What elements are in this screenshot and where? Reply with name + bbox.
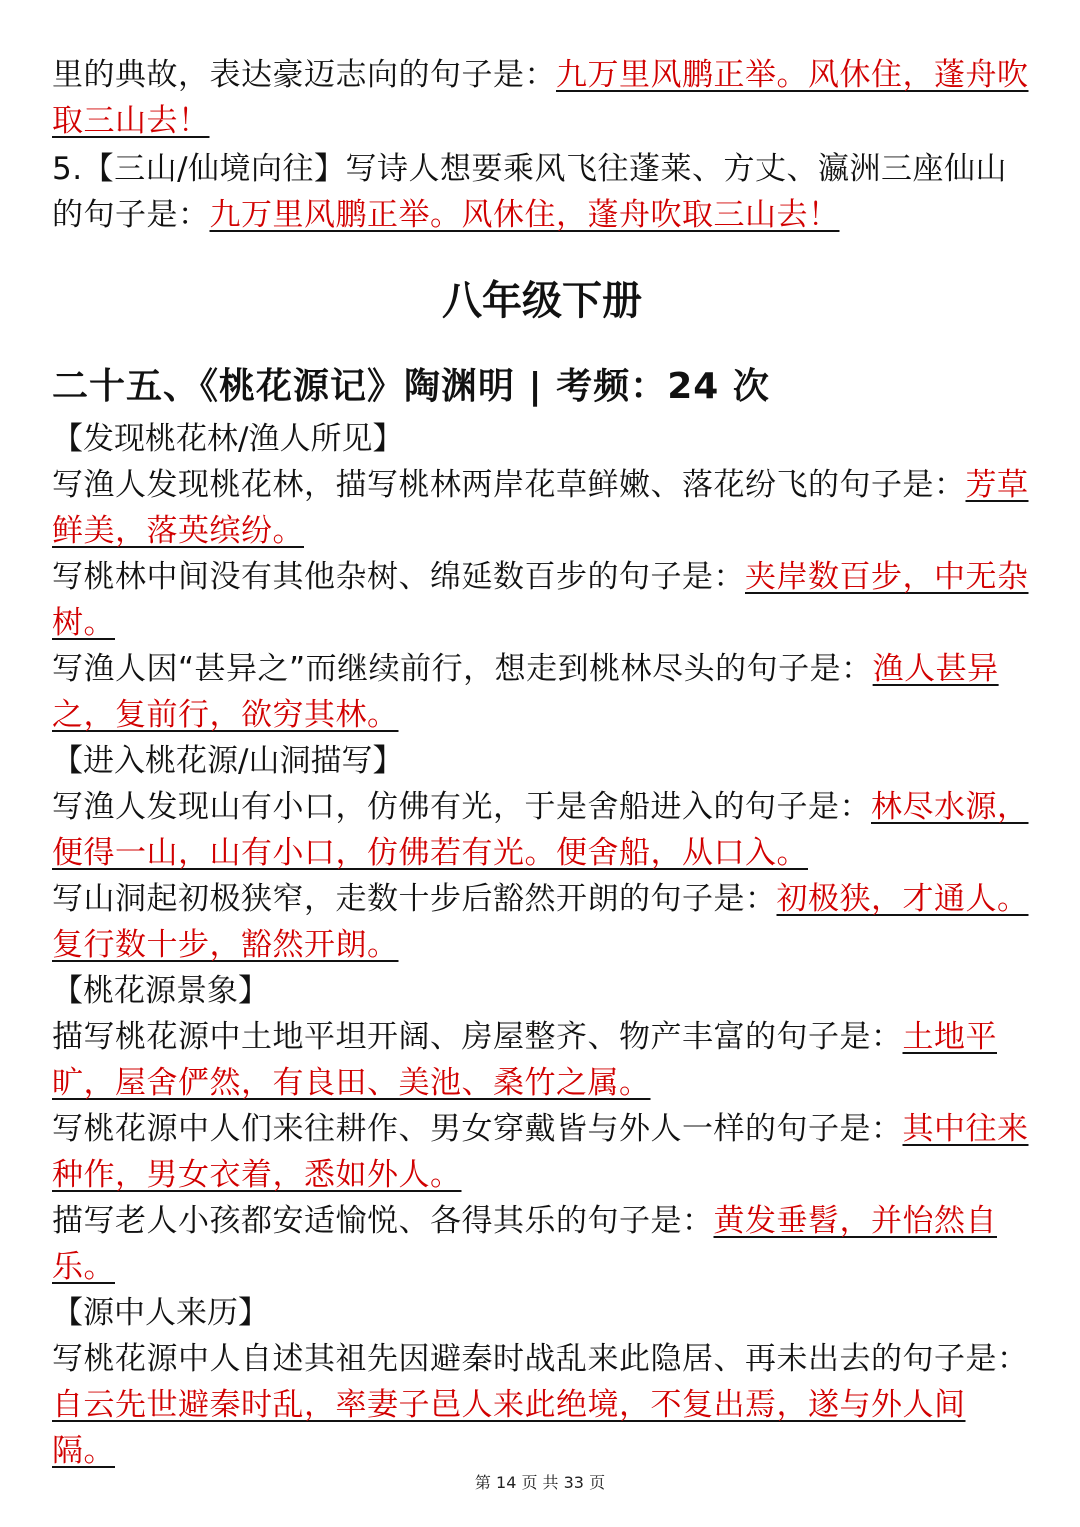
qa-item [52,462,1032,554]
qa-item [52,646,1032,738]
section [52,738,1032,968]
question-text: 描写桃花源中土地平坦开阔、房屋整齐、物产丰富的句子是： [52,1019,903,1055]
section-heading: 【进入桃花源/山洞描写】 [52,743,404,779]
question-text: 写渔人发现桃花林，描写桃林两岸花草鲜嫩、落花纷飞的句子是： [52,467,966,503]
question-text: 写山洞起初极狭窄，走数十步后豁然开朗的句子是： [52,881,777,917]
question-text: 写渔人发现山有小口，仿佛有光，于是舍船进入的句子是： [52,789,871,825]
answer-text: 芳草鲜美，落英缤纷。 [52,467,1029,549]
answer-text: 九万里风鹏正举。风休住，蓬舟吹取三山去！ [52,57,1029,139]
section-heading: 【源中人来历】 [52,1295,269,1331]
answer-text: 初极狭，才通人。复行数十步，豁然开朗。 [52,881,1029,963]
qa-item [52,784,1032,876]
intro-paragraph-2 [52,146,1032,238]
qa-item [52,1198,1032,1290]
qa-item [52,1014,1032,1106]
section [52,968,1032,1290]
document-page [52,52,1032,1474]
question-text: 写桃林中间没有其他杂树、绵延数百步的句子是： [52,559,745,595]
question-text: 5.【三山/仙境向往】写诗人想要乘风飞往蓬莱、方丈、瀛洲三座仙山的句子是： [52,151,1008,233]
answer-text: 渔人甚异之，复前行，欲穷其林。 [52,651,999,733]
qa-item [52,1336,1032,1474]
qa-item [52,876,1032,968]
section [52,1290,1032,1474]
lesson-title: 二十五、《桃花源记》陶渊明 | 考频：24 次 [52,366,770,407]
question-text: 写桃花源中人们来往耕作、男女穿戴皆与外人一样的句子是： [52,1111,903,1147]
question-text: 写桃花源中人自述其祖先因避秦时战乱来此隐居、再未出去的句子是： [52,1341,1029,1377]
qa-item [52,554,1032,646]
answer-text: 黄发垂髫，并怡然自乐。 [52,1203,997,1285]
page-number-footer: 第 14 页 共 33 页 [474,1473,606,1492]
answer-text: 九万里风鹏正举。风休住，蓬舟吹取三山去！ [209,197,840,233]
answer-text: 自云先世避秦时乱，率妻子邑人来此绝境，不复出焉，遂与外人间隔。 [52,1387,966,1469]
question-text: 描写老人小孩都安适愉悦、各得其乐的句子是： [52,1203,714,1239]
answer-text: 其中往来种作，男女衣着，悉如外人。 [52,1111,1029,1193]
qa-item [52,1106,1032,1198]
question-text: 里的典故，表达豪迈志向的句子是： [52,57,556,93]
answer-text: 林尽水源，便得一山，山有小口，仿佛若有光。便舍船，从口入。 [52,789,1029,871]
intro-paragraph-1 [52,52,1032,144]
answer-text: 土地平旷，屋舍俨然，有良田、美池、桑竹之属。 [52,1019,997,1101]
section-heading: 【发现桃花林/渔人所见】 [52,421,404,457]
section [52,416,1032,738]
grade-title: 八年级下册 [442,278,642,324]
question-text: 写渔人因“甚异之”而继续前行，想走到桃林尽头的句子是： [52,651,873,687]
answer-text: 夹岸数百步，中无杂树。 [52,559,1029,641]
section-heading: 【桃花源景象】 [52,973,269,1009]
